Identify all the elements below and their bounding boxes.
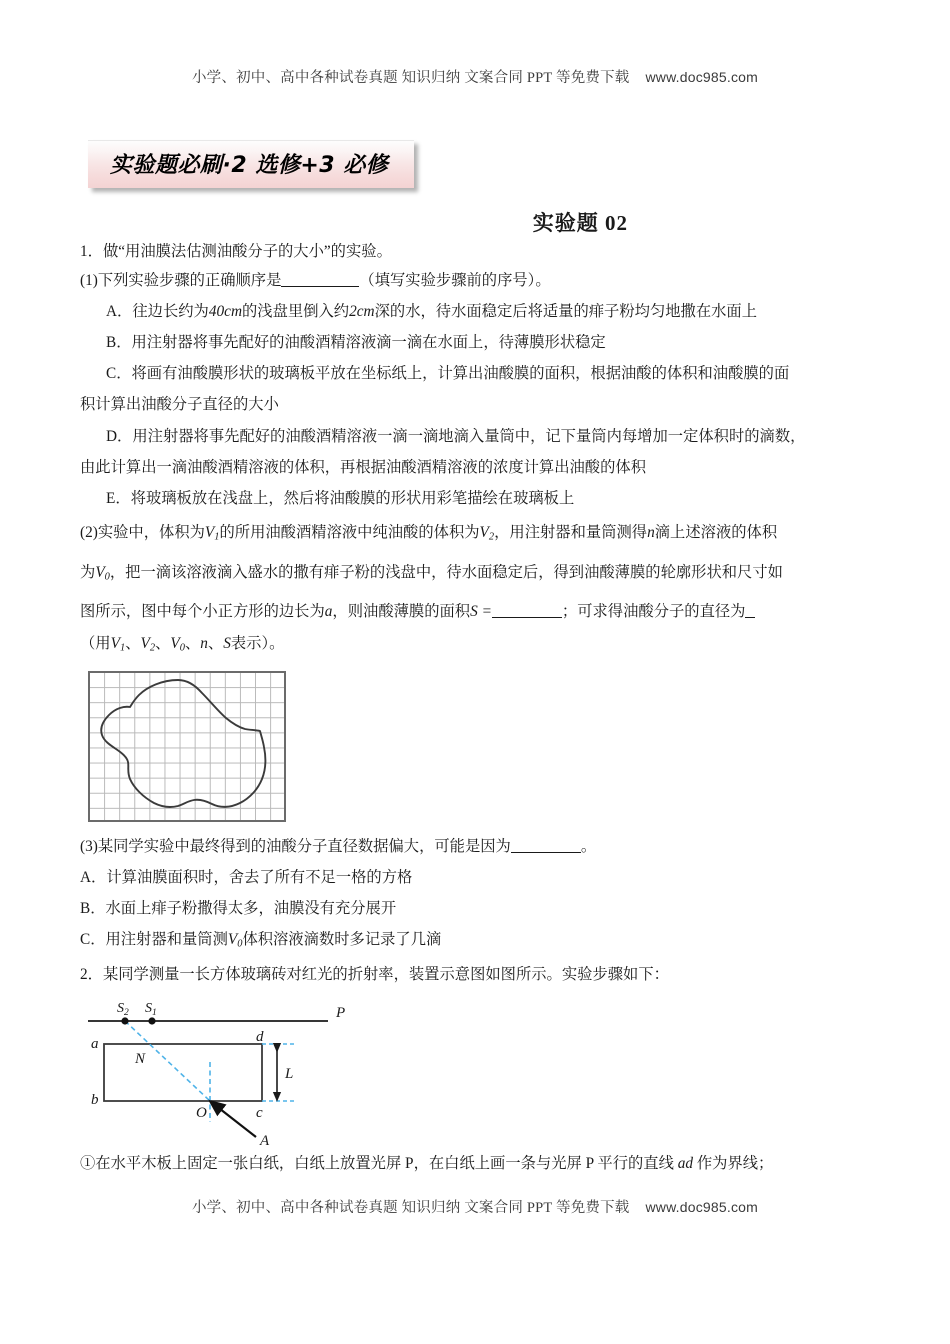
- banner-label: 实验题必刷·2 选修+3 必修: [110, 153, 389, 178]
- q1-p2-t11: 表示）。: [230, 635, 285, 652]
- label-b: b: [91, 1092, 99, 1108]
- var-v2b-sub: 2: [149, 642, 156, 654]
- q1-option-c: [80, 362, 902, 386]
- q1-option-b-label: B．: [106, 334, 132, 351]
- q2-step-1: [80, 1152, 876, 1176]
- watermark-text: 小学、初中、高中各种试卷真题 知识归纳 文案合同 PPT 等免费下载: [191, 70, 630, 86]
- q1-option-c-cont: [80, 393, 876, 417]
- ray-a-arrow: [215, 1105, 256, 1137]
- q1-option-d-label: D．: [106, 428, 133, 445]
- q1-option-b-line: [106, 331, 902, 355]
- var-v1b-base: V: [110, 635, 120, 652]
- var-v2-sub: 2: [488, 531, 495, 543]
- var-v0-base: V: [95, 564, 105, 581]
- q1-option-a-t3: 深的水，待水面稳定后将适量的痱子粉均匀地撒在水面上: [374, 303, 758, 320]
- section-banner: [88, 140, 414, 188]
- q1-part2-line1: [80, 521, 876, 546]
- glass-brick-figure: [88, 1000, 408, 1145]
- watermark-footer: [0, 1196, 950, 1217]
- q1-part3-option-a: [80, 866, 876, 890]
- q1-p3-opt-c-t2: 体积溶液滴数时多记录了几滴: [242, 931, 442, 948]
- answer-blank[interactable]: [281, 272, 359, 288]
- q1-option-a-label: A．: [106, 303, 133, 320]
- label-d: d: [256, 1029, 264, 1045]
- glass-brick-rect: [104, 1044, 262, 1101]
- var-Sb: S: [223, 635, 231, 652]
- q2-stem-text: 2．某同学测量一长方体玻璃砖对红光的折射率，装置示意图如图所示。实验步骤如下：: [80, 966, 669, 983]
- q1-part2-line4: [80, 632, 876, 657]
- q1-option-e-text: 将玻璃板放在浅盘上，然后将油酸膜的形状用彩笔描绘在玻璃板上: [130, 490, 575, 507]
- q1-part2-line2: [80, 561, 876, 586]
- var-n: n: [647, 524, 655, 541]
- q2-step1-t2: 作为界线；: [693, 1155, 774, 1172]
- q2-step1-t1: ①在水平木板上固定一张白纸，白纸上放置光屏 P，在白纸上画一条与光屏 P 平行的直线: [80, 1155, 678, 1172]
- oil-film-grid-figure: [88, 671, 286, 822]
- watermark-url-bottom: www.doc985.com: [645, 1199, 759, 1215]
- var-v1-sub: 1: [214, 531, 220, 543]
- q1-p3-opt-a-text: 计算油膜面积时，舍去了所有不足一格的方格: [106, 869, 413, 886]
- q1-p3-opt-b-text: 水面上痱子粉撒得太多，油膜没有充分展开: [105, 900, 397, 917]
- label-l: L: [285, 1066, 294, 1082]
- var-v0: [95, 564, 110, 581]
- q1-part2-line3: [80, 600, 876, 624]
- q1-part2-l1: [80, 521, 876, 546]
- q1-option-c-text2: 积计算出油酸分子直径的大小: [80, 396, 279, 413]
- q1-part3-lead: [80, 835, 876, 859]
- q1-option-a-val1: 40cm: [208, 303, 242, 320]
- q1-option-e-line: [106, 487, 902, 511]
- label-o: O: [196, 1105, 207, 1121]
- var-v0b: [170, 635, 185, 652]
- sep4: 、: [207, 635, 224, 652]
- q1-part2-l2: [80, 561, 876, 586]
- q1-part1-tail: （填写实验步骤前的序号）。: [359, 272, 551, 289]
- q1-part1: [80, 269, 876, 293]
- var-v0c-sub: 0: [237, 938, 243, 950]
- watermark-url: www.doc985.com: [645, 69, 759, 85]
- var-v1b: [111, 635, 126, 652]
- oil-film-outline-svg: [90, 673, 284, 820]
- q1-option-b-text: 用注射器将事先配好的油酸酒精溶液滴一滴在水面上，待薄膜形状稳定: [131, 334, 606, 351]
- var-v2b-base: V: [140, 635, 150, 652]
- q1-p3-opt-a-label: A．: [80, 869, 107, 886]
- banner-box: [88, 140, 414, 188]
- q1-option-b: [80, 331, 902, 355]
- label-p: P: [336, 1005, 346, 1021]
- q1-p2-t7: 图所示，图中每个小正方形的边长为: [80, 603, 325, 620]
- point-s1-dot: [148, 1017, 155, 1024]
- q1-option-d-text2: 由此计算出一滴油酸酒精溶液的体积，再根据油酸酒精溶液的浓度计算出油酸的体积: [80, 459, 646, 476]
- q1-option-c-label: C．: [106, 365, 132, 382]
- var-S-eq: S =: [470, 603, 492, 620]
- q1-p2-t3: ，用注射器和量筒测得: [494, 524, 648, 541]
- q1-option-a-line: [106, 300, 902, 324]
- question-2-stem: [80, 963, 876, 987]
- q1-p2-t9: ；可求得油酸分子的直径为: [561, 603, 746, 620]
- watermark-header: [0, 66, 950, 87]
- q1-p3-lead-text: (3)某同学实验中最终得到的油酸分子直径数据偏大，可能是因为: [80, 838, 511, 855]
- q1-part2-l4: [80, 632, 876, 657]
- q1-option-d: [80, 425, 902, 449]
- label-bigA: A: [260, 1133, 270, 1145]
- sep2: 、: [155, 635, 171, 652]
- q1-p2-t8: ，则油酸薄膜的面积: [332, 603, 471, 620]
- var-v2: [480, 524, 495, 541]
- q1-p3-opt-c-label: C．: [80, 931, 106, 948]
- label-c: c: [256, 1105, 263, 1121]
- q1-option-a-t2: 的浅盘里倒入约: [242, 303, 350, 320]
- q1-stem-text: 1．做“用油膜法估测油酸分子的大小”的实验。: [80, 243, 392, 260]
- var-ad: ad: [677, 1155, 694, 1172]
- label-a: a: [91, 1036, 99, 1052]
- q1-p2-t5: 为: [80, 564, 96, 581]
- q1-part3-option-c: [80, 928, 876, 953]
- var-v2-base: V: [479, 524, 489, 541]
- var-v0c: [228, 931, 243, 948]
- var-v1-base: V: [204, 524, 215, 541]
- sep1: 、: [125, 635, 141, 652]
- q1-option-a-t1: 往边长约为: [132, 303, 209, 320]
- q1-part1-line: [80, 269, 876, 293]
- label-n: N: [135, 1051, 146, 1067]
- var-v1: [205, 524, 220, 541]
- q1-p2-t4: 滴上述溶液的体积: [654, 524, 778, 541]
- q1-part2-l3: [80, 600, 876, 624]
- q1-p3-tail: 。: [580, 838, 597, 855]
- question-1-stem: [80, 240, 876, 264]
- watermark-text-bottom: 小学、初中、高中各种试卷真题 知识归纳 文案合同 PPT 等免费下载: [191, 1200, 630, 1216]
- q1-p3-opt-b-line: [80, 897, 876, 921]
- var-v0c-base: V: [227, 931, 238, 948]
- q1-option-e-label: E．: [106, 490, 131, 507]
- label-s1: $S_1$: [145, 1001, 157, 1018]
- q1-option-d-text1: 用注射器将事先配好的油酸酒精溶液一滴一滴地滴入量筒中，记下量筒内每增加一定体积时的滴数，: [132, 428, 806, 445]
- q1-part3-option-b: [80, 897, 876, 921]
- q1-p2-t6: ，把一滴该溶液滴入盛水的撒有痱子粉的浅盘中，待水面稳定后，得到油酸薄膜的轮廓形状和尺寸如: [109, 564, 783, 581]
- sep3: 、: [184, 635, 201, 652]
- answer-blank-diameter[interactable]: [745, 603, 755, 619]
- q1-option-e: [80, 487, 902, 511]
- q1-option-c-line1: [106, 362, 902, 386]
- glass-brick-svg: [88, 1000, 408, 1145]
- q1-p3-opt-a-line: [80, 866, 876, 890]
- var-v2b: [140, 635, 155, 652]
- q1-option-d-cont: [80, 456, 876, 480]
- q1-p2-t2: 的所用油酸酒精溶液中纯油酸的体积为: [219, 524, 480, 541]
- var-a: a: [324, 603, 333, 620]
- var-nb: n: [200, 635, 208, 652]
- q1-p3-opt-b-label: B．: [80, 900, 106, 917]
- var-v1b-sub: 1: [119, 642, 126, 654]
- var-v0-sub: 0: [104, 571, 110, 583]
- q1-option-a: [80, 300, 902, 324]
- label-s2: $S_2$: [117, 1001, 129, 1018]
- q1-p3-line: [80, 835, 876, 859]
- var-v0b-sub: 0: [179, 642, 185, 654]
- q2-step1-line: [80, 1152, 876, 1176]
- q1-part1-lead: (1)下列实验步骤的正确顺序是: [80, 272, 282, 289]
- q1-p2-t1: (2)实验中，体积为: [80, 524, 205, 541]
- q1-option-d-line1: [106, 425, 902, 449]
- q1-option-c-text1: 将画有油酸膜形状的玻璃板平放在坐标纸上，计算出油酸膜的面积，根据油酸的体积和油酸膜的面: [131, 365, 790, 382]
- answer-blank-area[interactable]: [492, 603, 562, 619]
- page-title: 实验题 02: [532, 211, 628, 235]
- answer-blank-reason[interactable]: [511, 838, 581, 854]
- q1-p3-opt-c-t1: 用注射器和量筒测: [105, 931, 228, 948]
- q1-p2-t10: （用: [80, 635, 111, 652]
- q1-option-a-val2: 2cm: [349, 303, 375, 320]
- point-s2-dot: [121, 1017, 128, 1024]
- var-v0b-base: V: [170, 635, 180, 652]
- q1-p3-opt-c-line: [80, 928, 876, 953]
